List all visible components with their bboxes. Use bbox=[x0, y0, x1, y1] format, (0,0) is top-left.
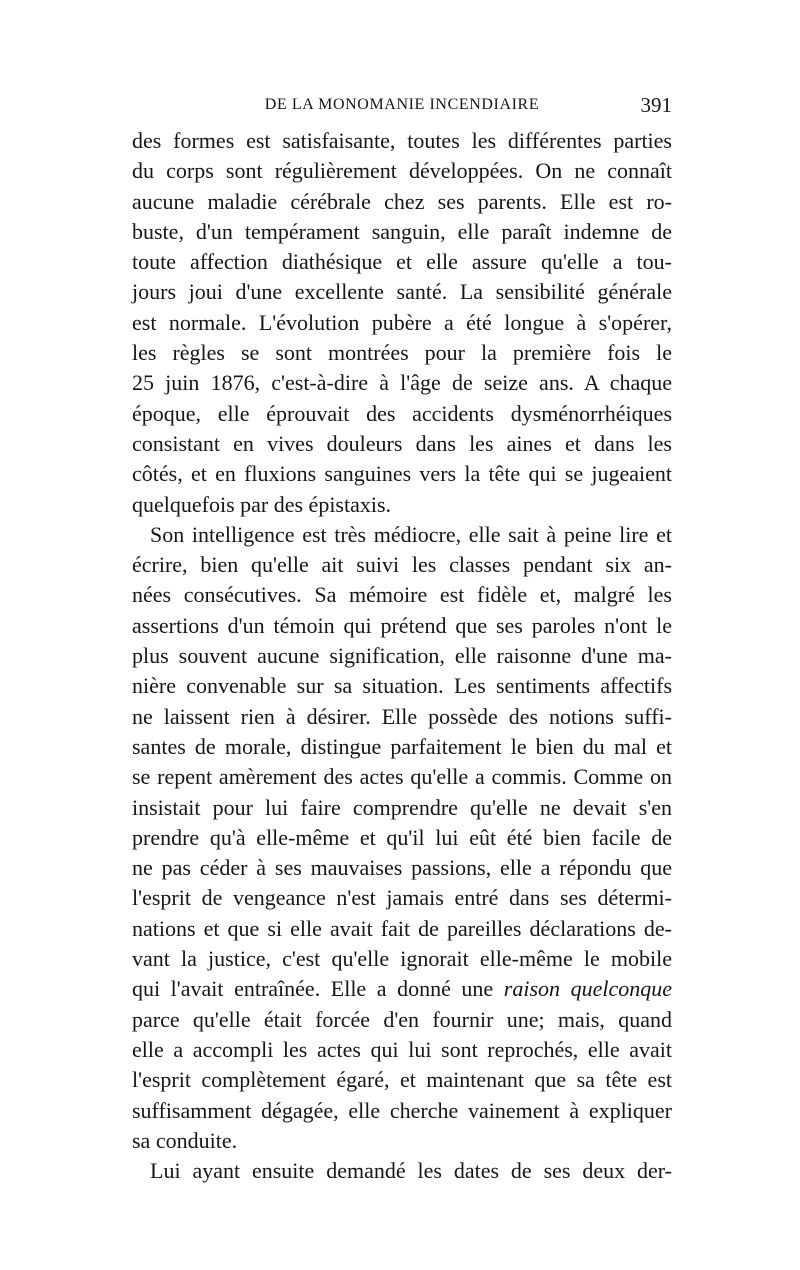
text-line: les règles se sont montrées pour la première fois le bbox=[132, 340, 672, 366]
text-line: écrire, bien qu'elle ait suivi les classes pendant six an- bbox=[132, 552, 672, 578]
text-line: quelquefois par des épistaxis. bbox=[132, 491, 392, 517]
text-line: assertions d'un témoin qui prétend que ses paroles n'ont le bbox=[132, 612, 672, 638]
text-line: vant la justice, c'est qu'elle ignorait elle-même le mobile bbox=[132, 946, 672, 972]
text-line: plus souvent aucune signification, elle raisonne d'une ma- bbox=[132, 643, 672, 669]
running-head bbox=[132, 92, 672, 118]
text-line: des formes est satisfaisante, toutes les différentes parties bbox=[132, 128, 672, 153]
text-run: qui l'avait entraînée. Elle a donné une bbox=[132, 976, 504, 1002]
text-line: buste, d'un tempérament sanguin, elle paraît indemne de bbox=[132, 218, 672, 244]
text-line: prendre qu'à elle-même et qu'il lui eût été bien facile de bbox=[132, 824, 672, 850]
text-line: jours joui d'une excellente santé. La sensibilité générale bbox=[132, 279, 672, 305]
text-line: l'esprit complètement égaré, et maintenant que sa tête est bbox=[132, 1067, 672, 1093]
text-line: est normale. L'évolution pubère a été longue à s'opérer, bbox=[132, 309, 672, 335]
text-line: se repent amèrement des actes qu'elle a commis. Comme on bbox=[132, 764, 672, 790]
text-line: toute affection diathésique et elle assure qu'elle a tou- bbox=[132, 249, 672, 275]
text-line: côtés, et en fluxions sanguines vers la tête qui se jugeaient bbox=[132, 461, 672, 487]
running-title: DE LA MONOMANIE INCENDIAIRE bbox=[264, 96, 540, 113]
text-line: sa conduite. bbox=[132, 1127, 238, 1153]
text-line-with-italic bbox=[132, 974, 672, 1004]
text-line: nations et que si elle avait fait de pareilles déclarations de- bbox=[132, 915, 672, 941]
paragraph-start-line: Son intelligence est très médiocre, elle sait à peine lire et bbox=[150, 521, 672, 547]
text-line: l'esprit de vengeance n'est jamais entré dans ses détermi- bbox=[132, 885, 672, 911]
text-line: suffisamment dégagée, elle cherche vainement à expliquer bbox=[132, 1097, 672, 1123]
text-line: 25 juin 1876, c'est-à-dire à l'âge de seize ans. A chaque bbox=[132, 370, 672, 396]
text-line: époque, elle éprouvait des accidents dysménorrhéiques bbox=[132, 400, 672, 426]
text-line: aucune maladie cérébrale chez ses parents. Elle est ro- bbox=[132, 188, 672, 214]
text-line: nière convenable sur sa situation. Les sentiments affectifs bbox=[132, 673, 672, 699]
text-line: santes de morale, distingue parfaitement le bien du mal et bbox=[132, 733, 672, 759]
body-text bbox=[132, 126, 672, 1186]
text-line: consistant en vives douleurs dans les aines et dans les bbox=[132, 430, 672, 456]
text-line: du corps sont régulièrement développées. On ne connaît bbox=[132, 158, 672, 184]
page-number: 391 bbox=[640, 93, 672, 117]
text-line: elle a accompli les actes qui lui sont reprochés, elle avait bbox=[132, 1036, 672, 1062]
text-line: insistait pour lui faire comprendre qu'elle ne devait s'en bbox=[132, 794, 672, 820]
text-line: ne laissent rien à désirer. Elle possède des notions suffi- bbox=[132, 703, 672, 729]
italic-text-run: raison quelconque bbox=[503, 976, 672, 1002]
paragraph-start-line: Lui ayant ensuite demandé les dates de ses deux der- bbox=[150, 1158, 672, 1184]
text-line: nées consécutives. Sa mémoire est fidèle et, malgré les bbox=[132, 582, 672, 608]
text-line: ne pas céder à ses mauvaises passions, elle a répondu que bbox=[132, 855, 672, 881]
text-line: parce qu'elle était forcée d'en fournir une; mais, quand bbox=[132, 1006, 672, 1032]
